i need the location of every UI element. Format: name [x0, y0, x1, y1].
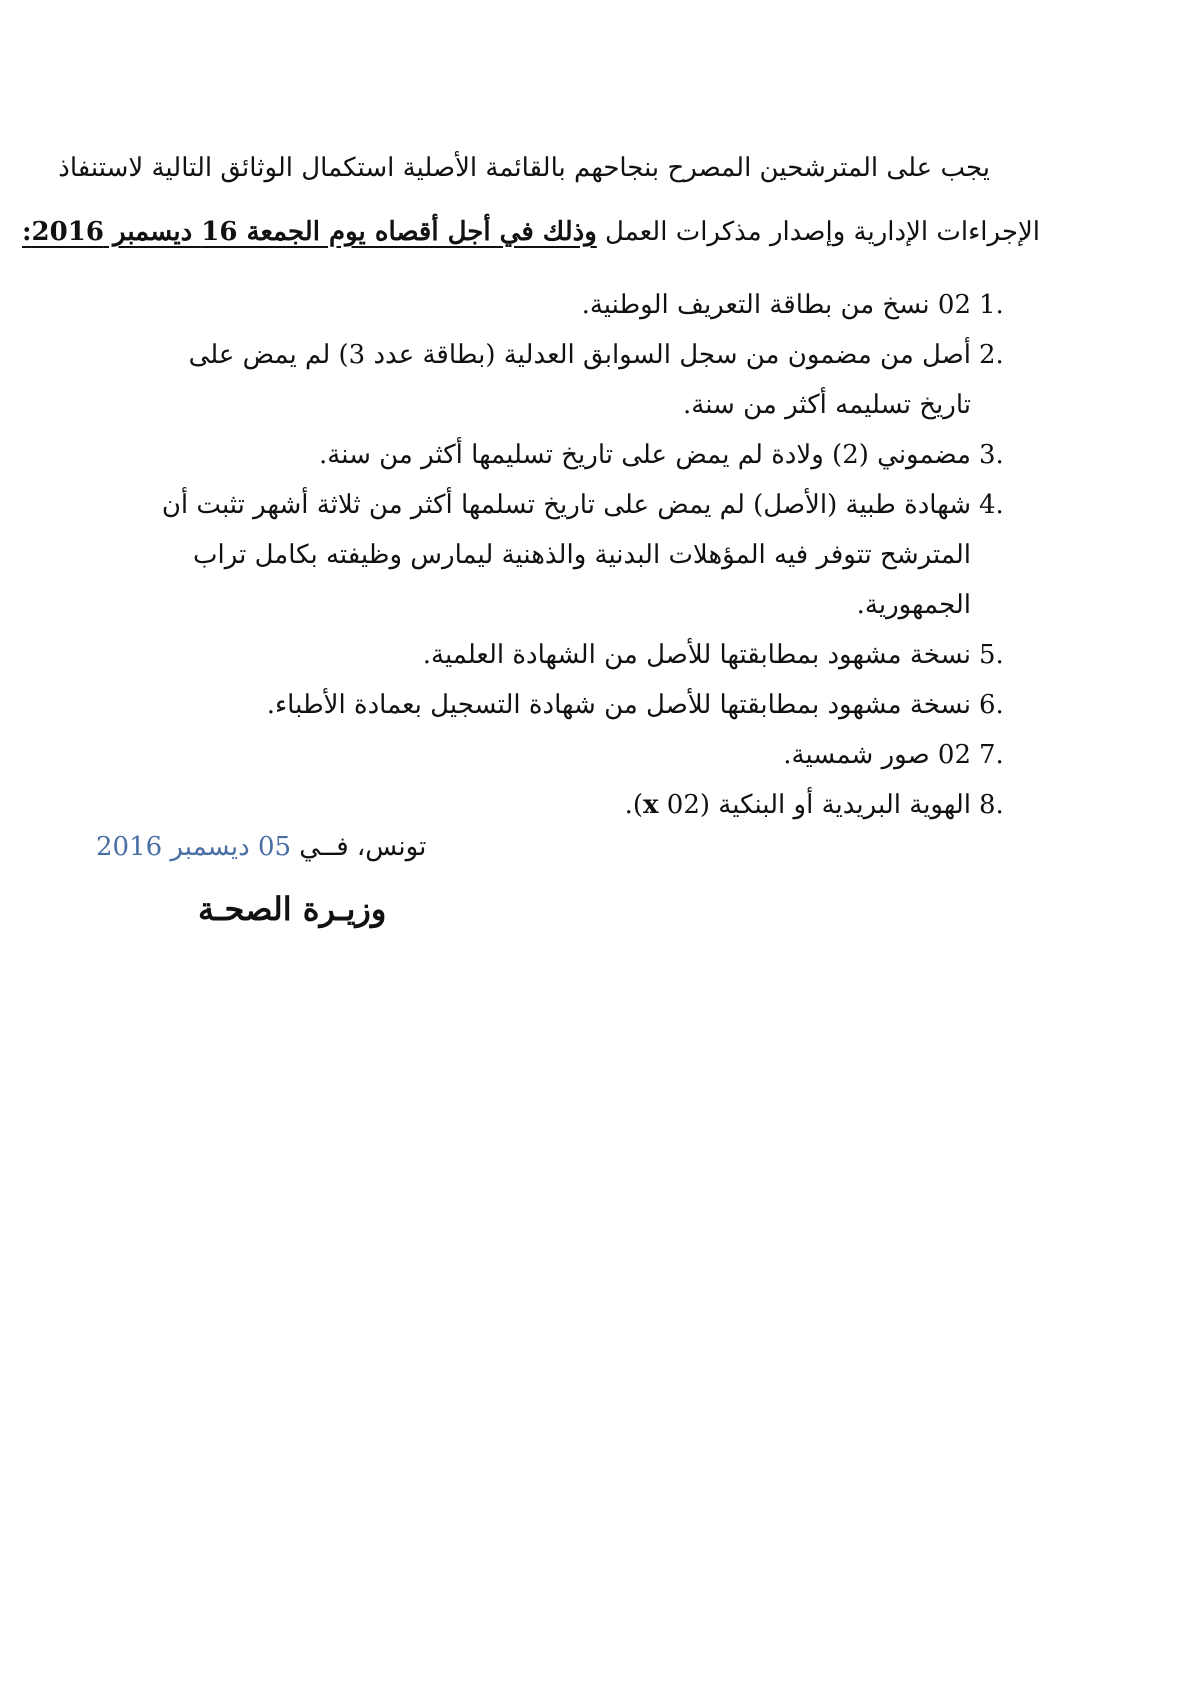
list-item-number: 1. — [979, 290, 1004, 320]
list-item-number: 5. — [979, 640, 1004, 670]
list-item-text: مضموني (2) ولادة لم يمض على تاريخ تسليمها أكثر من سنة. — [319, 440, 971, 470]
document-date: 05 ديسمبر 2016 — [96, 832, 292, 862]
list-item — [150, 680, 1009, 730]
list-item-text: 02 نسخ من بطاقة التعريف الوطنية. — [581, 290, 971, 320]
intro-line-2-regular: الإجراءات الإدارية وإصدار مذكرات العمل — [596, 217, 1040, 247]
requirements-list — [150, 280, 1009, 830]
list-item-text-bold: x — [643, 790, 659, 820]
list-item-number: 8. — [979, 790, 1004, 820]
list-item-text: نسخة مشهود بمطابقتها للأصل من الشهادة العلمية. — [422, 640, 971, 670]
list-item-number: 6. — [979, 690, 1004, 720]
list-item-number: 4. — [979, 490, 1004, 520]
place-and-date — [96, 832, 426, 862]
list-item — [150, 780, 1009, 830]
list-item-number: 3. — [979, 440, 1004, 470]
list-item-number: 2. — [979, 340, 1004, 370]
list-item-text — [625, 790, 971, 820]
list-item — [150, 630, 1009, 680]
list-item — [150, 730, 1009, 780]
signature-line: وزيـرة الصحـة — [198, 890, 387, 928]
list-item-text: 02 صور شمسية. — [783, 740, 971, 770]
list-item — [150, 430, 1009, 480]
list-item — [150, 330, 1009, 430]
list-item-text-before: الهوية البريدية أو البنكية ( — [699, 790, 971, 820]
list-item-number: 7. — [979, 740, 1004, 770]
intro-paragraph — [21, 136, 1040, 264]
list-item — [150, 480, 1009, 630]
intro-line-1: يجب على المترشحين المصرح بنجاحهم بالقائمة الأصلية استكمال الوثائق التالية لاستنفاذ — [58, 153, 990, 183]
place-label: تونس، فــي — [291, 832, 427, 862]
list-item-text: نسخة مشهود بمطابقتها للأصل من شهادة التسجيل بعمادة الأطباء. — [266, 690, 971, 720]
list-item-text-after: 02). — [624, 790, 700, 820]
list-item-text: شهادة طبية (الأصل) لم يمض على تاريخ تسلمها أكثر من ثلاثة أشهر تثبت أن المترشح تتوفر فيه المؤهلات البدنية والذهنية ليمارس وظيفته بكامل تراب الجمهورية. — [161, 490, 971, 620]
intro-line-2 — [21, 200, 1040, 264]
list-item-text: أصل من مضمون من سجل السوابق العدلية (بطاقة عدد 3) لم يمض على تاريخ تسليمه أكثر من سنة. — [188, 340, 971, 420]
intro-deadline: وذلك في أجل أقصاه يوم الجمعة 16 ديسمبر 2016: — [21, 217, 597, 247]
list-item — [150, 280, 1009, 330]
